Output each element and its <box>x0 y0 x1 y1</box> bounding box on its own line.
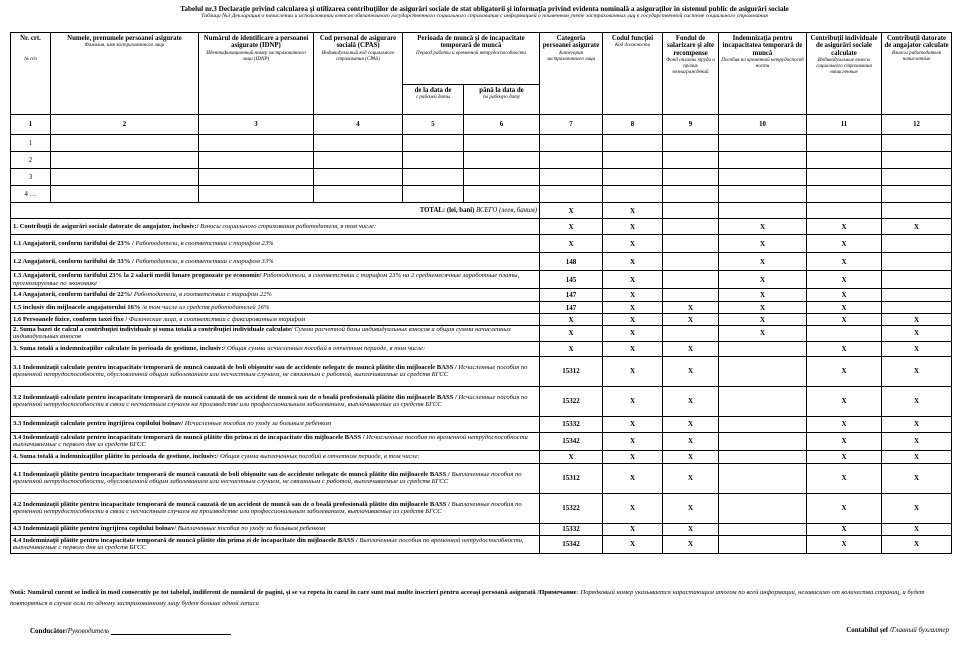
not-applicable-cell: X <box>882 535 952 553</box>
value-cell[interactable] <box>663 219 719 235</box>
section-row <box>11 302 952 314</box>
col-number: 1 <box>11 115 51 135</box>
section-row <box>11 386 952 416</box>
not-applicable-cell: X <box>603 493 663 523</box>
not-applicable-cell: X <box>807 253 882 271</box>
input-cell[interactable] <box>199 169 314 186</box>
not-applicable-cell: X <box>603 271 663 289</box>
person-row <box>11 169 952 186</box>
not-applicable-cell: X <box>663 386 719 416</box>
footnote: Notă: Numărul curent se indică în mod consecutiv pe tot tabelul, indiferent de numărul de pagini, şi se va repeta în cazul în care sunt mai multe înscrieri pentru aceeaşi persoană asigurată /Примечание: Порядковый номер указывается нарастающим итогом по всей информации, независимо от количества страниц, и будет повторяться в случае если по одному застрахованному лицу будет больше одной записи <box>10 589 925 607</box>
input-cell[interactable] <box>314 186 403 203</box>
not-applicable-cell: X <box>719 302 807 314</box>
value-cell[interactable] <box>882 271 952 289</box>
category-code: 15342 <box>540 432 603 450</box>
input-cell[interactable] <box>464 169 540 186</box>
not-applicable-cell: X <box>882 341 952 356</box>
header-employer-contrib: Contribuţii datorate de angajator calculate Взносы работодателя начисленные <box>882 33 952 115</box>
section-row <box>11 271 952 289</box>
total-value-cell[interactable] <box>663 203 719 219</box>
input-cell[interactable] <box>663 135 719 152</box>
signature-line[interactable] <box>111 626 231 635</box>
col-number: 11 <box>807 115 882 135</box>
input-cell[interactable] <box>663 186 719 203</box>
category-code: 15322 <box>540 386 603 416</box>
header-row <box>11 33 952 85</box>
header-date-to: până la data de по рабочую дату <box>464 85 540 115</box>
not-applicable-cell: X <box>603 219 663 235</box>
value-cell[interactable] <box>719 341 807 356</box>
value-cell[interactable] <box>663 326 719 342</box>
total-value-cell[interactable] <box>719 203 807 219</box>
category-code: 15312 <box>540 356 603 386</box>
not-applicable-cell: X <box>540 326 603 342</box>
section-label: 1. Contribuţii de asigurări sociale datorate de angajator, inclusiv:/ Взносы социального страхования работодателя, в том числе: <box>11 219 540 235</box>
person-row <box>11 135 952 152</box>
input-cell[interactable] <box>199 152 314 169</box>
not-applicable-cell: X <box>807 463 882 493</box>
signature-director: Conducător/Руководитель <box>30 626 231 635</box>
input-cell[interactable] <box>403 169 464 186</box>
not-applicable-cell: X <box>603 341 663 356</box>
not-applicable-cell: X <box>663 535 719 553</box>
value-cell[interactable] <box>719 416 807 432</box>
not-applicable-cell: X <box>882 326 952 342</box>
input-cell[interactable] <box>464 186 540 203</box>
category-code: 148 <box>540 253 603 271</box>
value-cell[interactable] <box>719 493 807 523</box>
section-label: 1.4 Angajatorii, conform tarifului de 22%/ Работодатели, в соответствии с тарифом 22% <box>11 289 540 302</box>
not-applicable-cell: X <box>540 341 603 356</box>
not-applicable-cell: X <box>663 463 719 493</box>
value-cell[interactable] <box>719 450 807 463</box>
header-category: Categoria persoanei asigurate Категория застрахованного лица <box>540 33 603 115</box>
header-individual-contrib: Contribuţii individuale de asigurări sociale calculate Индивидуальные взносы социального страхования начисленные <box>807 33 882 115</box>
col-number: 12 <box>882 115 952 135</box>
input-cell[interactable] <box>51 135 199 152</box>
input-cell[interactable] <box>540 152 603 169</box>
input-cell[interactable] <box>403 152 464 169</box>
total-function-cell: X <box>603 203 663 219</box>
not-applicable-cell: X <box>719 314 807 326</box>
not-applicable-cell: X <box>807 356 882 386</box>
input-cell[interactable] <box>540 135 603 152</box>
column-number-row <box>11 115 952 135</box>
not-applicable-cell: X <box>807 219 882 235</box>
input-cell[interactable] <box>807 169 882 186</box>
table-title-ru: Таблица №3 Декларация о начислении и использовании взносов обязательного государственного социального страхования с информацией о поименном учете застрахованных лиц в государственной системе социального страхования <box>201 13 768 19</box>
section-label: 4.3 Indemnizaţii plătite pentru îngrijirea copilului bolnav/ Выплаченные пособия по уходу за больным ребенком <box>11 523 540 535</box>
header-idnp: Numărul de identificare a persoanei asigurate (IDNP) Идентификационный номер застрахованного лица (IDNP) <box>199 33 314 115</box>
not-applicable-cell: X <box>603 386 663 416</box>
signature-accountant: Contabilul şef /Главный бухгалтер <box>846 626 949 634</box>
input-cell[interactable] <box>51 152 199 169</box>
total-row <box>11 203 952 219</box>
section-label: 2. Suma bazei de calcul a contribuţiei individuale şi suma totală a contribuţiei individuale calculate/ Сумма расчетной базы индивидуальных взносов и общая сумма начисленных индивидуальных взносов <box>11 326 540 342</box>
section-label: 1.1 Angajatorii, conform tarifului de 23% / Работодатели, в соответствии с тарифом 23% <box>11 235 540 253</box>
not-applicable-cell: X <box>807 432 882 450</box>
input-cell[interactable] <box>51 169 199 186</box>
not-applicable-cell: X <box>663 314 719 326</box>
total-label: TOTAL: (lei, bani) ВСЕГО (леев, баним) <box>11 203 540 219</box>
not-applicable-cell: X <box>882 432 952 450</box>
not-applicable-cell: X <box>603 302 663 314</box>
input-cell[interactable] <box>199 135 314 152</box>
not-applicable-cell: X <box>882 493 952 523</box>
not-applicable-cell: X <box>719 271 807 289</box>
section-row <box>11 416 952 432</box>
not-applicable-cell: X <box>882 416 952 432</box>
section-label: 4. Suma totală a indemnizaţiilor plătite în perioada de gestiune, inclusiv:/ Общая сумма выплаченных пособий в отчетном периоде, в том числе: <box>11 450 540 463</box>
value-cell[interactable] <box>882 289 952 302</box>
input-cell[interactable] <box>51 186 199 203</box>
row-number: 1 <box>11 135 51 152</box>
input-cell[interactable] <box>314 135 403 152</box>
section-label: 4.2 Indemnizaţii plătite pentru incapacitate temporară de muncă cauzată de un accident de muncă sau de o boală profesională plătite din mijloacele BASS / Выплаченные пособия по временной нетрудоспособности в связи с несчастным случаем на производстве или профессиональным заболеванием, выплачиваемые из средств БГСС <box>11 493 540 523</box>
section-label: 1.2 Angajatorii, conform tarifului de 33% / Работодатели, в соответствии с тарифом 33% <box>11 253 540 271</box>
input-cell[interactable] <box>719 169 807 186</box>
section-row <box>11 219 952 235</box>
category-code: 147 <box>540 289 603 302</box>
not-applicable-cell: X <box>719 326 807 342</box>
not-applicable-cell: X <box>603 463 663 493</box>
value-cell[interactable] <box>719 432 807 450</box>
value-cell[interactable] <box>719 463 807 493</box>
input-cell[interactable] <box>314 152 403 169</box>
row-number: 3 <box>11 169 51 186</box>
not-applicable-cell: X <box>882 314 952 326</box>
value-cell[interactable] <box>719 356 807 386</box>
input-cell[interactable] <box>199 186 314 203</box>
header-name: Numele, prenumele persoanei asigurate Фамилия, имя застрахованного лица <box>51 33 199 115</box>
not-applicable-cell: X <box>663 493 719 523</box>
not-applicable-cell: X <box>603 314 663 326</box>
not-applicable-cell: X <box>882 450 952 463</box>
not-applicable-cell: X <box>719 253 807 271</box>
input-cell[interactable] <box>603 186 663 203</box>
person-row <box>11 186 952 203</box>
not-applicable-cell: X <box>807 271 882 289</box>
input-cell[interactable] <box>540 186 603 203</box>
col-number: 5 <box>403 115 464 135</box>
total-value-cell[interactable] <box>807 203 882 219</box>
not-applicable-cell: X <box>603 535 663 553</box>
not-applicable-cell: X <box>882 523 952 535</box>
not-applicable-cell: X <box>807 314 882 326</box>
section-label: 1.3 Angajatorii, conform tarifului 23% la 2 salarii medii lunare prognozate pe economie/ Работодатели, в соответствии с тарифом 23% на 2 среднемесячные заработные платы, прогнозируемые по экономике <box>11 271 540 289</box>
input-cell[interactable] <box>603 152 663 169</box>
col-number: 8 <box>603 115 663 135</box>
value-cell[interactable] <box>719 523 807 535</box>
not-applicable-cell: X <box>663 302 719 314</box>
header-period: Perioada de muncă şi de incapacitate temporară de muncă Период работы и временной нетрудоспособности <box>403 33 540 85</box>
not-applicable-cell: X <box>603 416 663 432</box>
not-applicable-cell: X <box>807 535 882 553</box>
section-row <box>11 535 952 553</box>
not-applicable-cell: X <box>603 450 663 463</box>
section-row <box>11 450 952 463</box>
header-salary-fund: Fondul de salarizare şi alte recompense Фонд оплаты труда и прочих вознаграждений <box>663 33 719 115</box>
not-applicable-cell: X <box>540 235 603 253</box>
value-cell[interactable] <box>719 535 807 553</box>
total-value-cell[interactable] <box>882 203 952 219</box>
input-cell[interactable] <box>807 186 882 203</box>
not-applicable-cell: X <box>663 356 719 386</box>
not-applicable-cell: X <box>807 523 882 535</box>
not-applicable-cell: X <box>663 450 719 463</box>
header-date-from: de la data de с рабочей даты <box>403 85 464 115</box>
input-cell[interactable] <box>540 169 603 186</box>
input-cell[interactable] <box>882 152 952 169</box>
value-cell[interactable] <box>882 302 952 314</box>
input-cell[interactable] <box>882 135 952 152</box>
input-cell[interactable] <box>807 135 882 152</box>
section-label: 4.1 Indemnizaţii plătite pentru incapacitate temporară de muncă cauzată de boli obişnuite sau de accidente nelegate de muncă plătite din mijloacele BASS / Выплаченные пособия по временной нетрудоспособности, обусловленной общим заболеванием или несчастным случаем, не связанным с работой, выплачиваемые из средств БГСС <box>11 463 540 493</box>
header-cpas: Cod personal de asigurare socială (CPAS) Индивидуальный код социального страхования (CPAS) <box>314 33 403 115</box>
not-applicable-cell: X <box>719 219 807 235</box>
not-applicable-cell: X <box>807 493 882 523</box>
not-applicable-cell: X <box>882 386 952 416</box>
not-applicable-cell: X <box>603 326 663 342</box>
not-applicable-cell: X <box>882 356 952 386</box>
not-applicable-cell: X <box>807 450 882 463</box>
section-row <box>11 326 952 342</box>
input-cell[interactable] <box>603 135 663 152</box>
value-cell[interactable] <box>663 271 719 289</box>
total-category-cell: X <box>540 203 603 219</box>
header-function-code: Codul funcţiei Код должности <box>603 33 663 115</box>
not-applicable-cell: X <box>807 235 882 253</box>
not-applicable-cell: X <box>540 219 603 235</box>
not-applicable-cell: X <box>603 356 663 386</box>
not-applicable-cell: X <box>807 386 882 416</box>
value-cell[interactable] <box>882 235 952 253</box>
header-nr: Nr. crt. № п/п <box>11 33 51 115</box>
input-cell[interactable] <box>719 135 807 152</box>
category-code: 15332 <box>540 523 603 535</box>
not-applicable-cell: X <box>719 289 807 302</box>
input-cell[interactable] <box>719 186 807 203</box>
row-number: 4 … <box>11 186 51 203</box>
not-applicable-cell: X <box>807 289 882 302</box>
value-cell[interactable] <box>807 326 882 342</box>
category-code: 145 <box>540 271 603 289</box>
input-cell[interactable] <box>464 152 540 169</box>
col-number: 2 <box>51 115 199 135</box>
not-applicable-cell: X <box>807 302 882 314</box>
input-cell[interactable] <box>663 152 719 169</box>
value-cell[interactable] <box>663 289 719 302</box>
category-code: 15312 <box>540 463 603 493</box>
value-cell[interactable] <box>663 253 719 271</box>
not-applicable-cell: X <box>603 235 663 253</box>
input-cell[interactable] <box>719 152 807 169</box>
not-applicable-cell: X <box>663 523 719 535</box>
not-applicable-cell: X <box>807 416 882 432</box>
input-cell[interactable] <box>314 169 403 186</box>
input-cell[interactable] <box>464 135 540 152</box>
input-cell[interactable] <box>403 135 464 152</box>
section-row <box>11 463 952 493</box>
section-row <box>11 289 952 302</box>
col-number: 7 <box>540 115 603 135</box>
section-row <box>11 432 952 450</box>
not-applicable-cell: X <box>882 463 952 493</box>
input-cell[interactable] <box>403 186 464 203</box>
col-number: 4 <box>314 115 403 135</box>
section-label: 1.6 Persoanele fizice, conform taxei fixe / Физические лица, в соответствии с фиксированным тарифом <box>11 314 540 326</box>
section-row <box>11 253 952 271</box>
not-applicable-cell: X <box>807 341 882 356</box>
not-applicable-cell: X <box>603 289 663 302</box>
not-applicable-cell: X <box>540 450 603 463</box>
not-applicable-cell: X <box>719 235 807 253</box>
section-label: 3.1 Indemnizaţii calculate pentru incapacitate temporară de muncă cauzată de boli obişnuite sau de accidente nelegate de muncă plătite din mijloacele BASS / Исчисленные пособия по временной нетрудоспособности, обусловленной общим заболеванием или несчастным случаем, не связанным с работой, выплачиваемые из средств БГСС <box>11 356 540 386</box>
category-code: 15342 <box>540 535 603 553</box>
not-applicable-cell: X <box>603 523 663 535</box>
header-indemnity: Indemnizaţia pentru incapacitatea temporară de muncă Пособия по временной нетрудоспособ ности <box>719 33 807 115</box>
input-cell[interactable] <box>663 169 719 186</box>
not-applicable-cell: X <box>663 416 719 432</box>
input-cell[interactable] <box>807 152 882 169</box>
not-applicable-cell: X <box>603 432 663 450</box>
not-applicable-cell: X <box>540 314 603 326</box>
input-cell[interactable] <box>603 169 663 186</box>
not-applicable-cell: X <box>663 432 719 450</box>
value-cell[interactable] <box>663 235 719 253</box>
not-applicable-cell: X <box>603 253 663 271</box>
section-label: 1.5 inclusiv din mijloacele angajatorului 16% /в том числе из средств работодателей 16% <box>11 302 540 314</box>
category-code: 147 <box>540 302 603 314</box>
section-row <box>11 523 952 535</box>
section-label: 3.2 Indemnizaţii calculate pentru incapacitate temporară de muncă cauzată de un accident de muncă sau de o boală profesională plătite din mijloacele BASS / Исчисленные пособия по временной нетрудоспособности в связи с несчастным случаем на производстве или профессиональным заболеванием, выплачиваемые из средств БГСС <box>11 386 540 416</box>
not-applicable-cell: X <box>882 219 952 235</box>
col-number: 9 <box>663 115 719 135</box>
input-cell[interactable] <box>882 186 952 203</box>
not-applicable-cell: X <box>663 341 719 356</box>
section-row <box>11 314 952 326</box>
section-label: 3.4 Indemnizaţii calculate pentru incapacitate temporară de muncă plătite din prima zi de incapacitate din mijloacele BASS / Исчисленные пособия по временной нетрудоспособности выплачиваемые с первого дня из средств БГСС <box>11 432 540 450</box>
section-label: 3.3 Indemnizaţii calculate pentru îngrijirea copilului bolnav/ Исчисленные пособия по уходу за больным ребенком <box>11 416 540 432</box>
section-label: 3. Suma totală a indemnizaţiilor calculate în perioada de gestiune, inclusiv:/ Общая сумма исчисленных пособий в отчетном периоде, в том числе: <box>11 341 540 356</box>
section-row <box>11 493 952 523</box>
value-cell[interactable] <box>719 386 807 416</box>
category-code: 15322 <box>540 493 603 523</box>
section-row <box>11 356 952 386</box>
section-row <box>11 341 952 356</box>
input-cell[interactable] <box>882 169 952 186</box>
declaration-table <box>10 32 952 554</box>
section-row <box>11 235 952 253</box>
value-cell[interactable] <box>882 253 952 271</box>
table-title: Tabelul nr.3 Declaraţie privind calcularea şi utilizarea contribuţiilor de asigurări sociale de stat obligatorii şi informaţia privind evidenta nominală a asiguraţilor în sistemul public de asigurări sociale <box>180 5 789 13</box>
row-number: 2 <box>11 152 51 169</box>
col-number: 3 <box>199 115 314 135</box>
person-row <box>11 152 952 169</box>
col-number: 6 <box>464 115 540 135</box>
section-label: 4.4 Indemnizaţii plătite pentru incapacitate temporară de muncă plătite din prima zi de incapacitate din mijloacele BASS / Выплаченные пособия по временной нетрудоспособности, выплачиваемые с первого дня из средств БГСС <box>11 535 540 553</box>
category-code: 15332 <box>540 416 603 432</box>
col-number: 10 <box>719 115 807 135</box>
